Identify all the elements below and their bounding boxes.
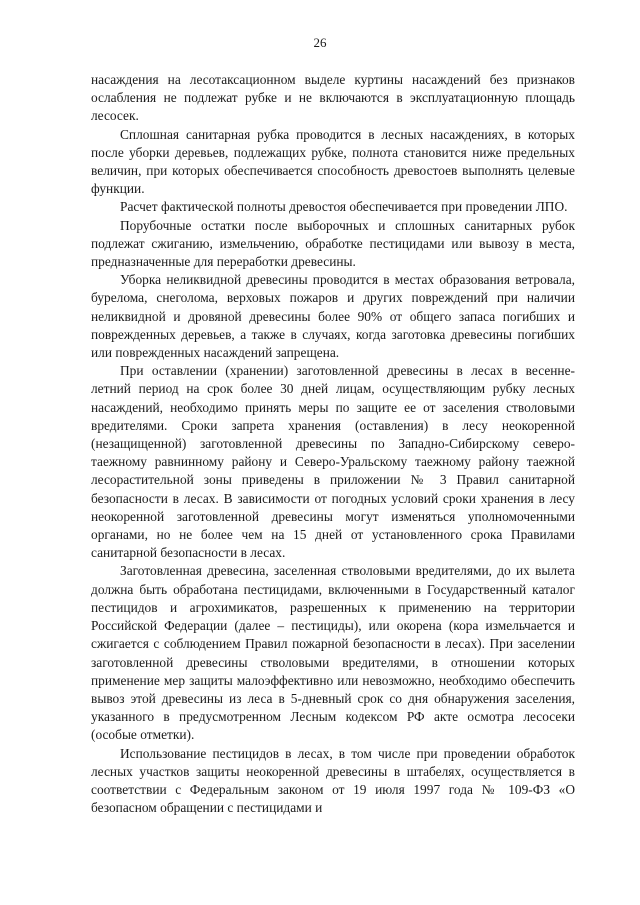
- paragraph: Заготовленная древесина, заселенная стволовыми вредителями, до их вылета должна быть обработана пестицидами, включенными в Государственный каталог пестицидов и агрохимикатов, разрешенных к применению на территории Российской Федерации (далее – пестициды), или окорена (кора измельчается и сжигается с соблюдением Правил пожарной безопасности в лесах). При заселении заготовленной древесины стволовыми вредителями, в отношении которых применение мер защиты малоэффективно или невозможно, необходимо обеспечить вывоз этой древесины из леса в 5-дневный срок со дня обнаружения заселения, указанного в предусмотренном Лесным кодексом РФ акте осмотра лесосеки (особые отметки).: [91, 563, 575, 743]
- paragraph: При оставлении (хранении) заготовленной древесины в лесах в весенне-летний период на срок более 30 дней лицам, осуществляющим рубку лесных насаждений, необходимо принять меры по защите ее от заселения стволовыми вредителями. Сроки запрета хранения (оставления) в лесу неокоренной (незащищенной) заготовленной древесины по Западно-Сибирскому северо-таежному равнинному району и Северо-Уральскому таежному району таежной лесорастительной зоны приведены в приложении № 3 Правил санитарной безопасности в лесах. В зависимости от погодных условий сроки хранения в лесу неокоренной заготовленной древесины могут изменяться уполномоченными органами, но не более чем на 15 дней от установленного срока Правилами санитарной безопасности в лесах.: [91, 363, 575, 561]
- paragraph: насаждения на лесотаксационном выделе куртины насаждений без признаков ослабления не подлежат рубке и не включаются в эксплуатационную площадь лесосек.: [91, 72, 575, 124]
- page-number: 26: [313, 35, 327, 50]
- paragraph: Уборка неликвидной древесины проводится в местах образования ветровала, бурелома, снеголома, верховых пожаров и других повреждений при наличии неликвидной и дровяной древесины более 90% от общего запаса погибших и поврежденных деревьев, а также в случаях, когда заготовка древесины погибших или поврежденных насаждений запрещена.: [91, 272, 575, 361]
- paragraph: Использование пестицидов в лесах, в том числе при проведении обработок лесных участков защиты неокоренной древесины в штабелях, осуществляется в соответствии с Федеральным законом от 19 июля 1997 года № 109-ФЗ «О безопасном обращении с пестицидами и: [91, 745, 575, 816]
- document-body: [91, 71, 575, 817]
- paragraph: Расчет фактической полноты древостоя обеспечивается при проведении ЛПО.: [120, 199, 568, 215]
- paragraph: Порубочные остатки после выборочных и сплошных санитарных рубок подлежат сжиганию, измельчению, обработке пестицидами или вывозу в места, предназначенные для переработки древесины.: [91, 217, 575, 270]
- paragraph: Сплошная санитарная рубка проводится в лесных насаждениях, в которых после уборки деревьев, подлежащих рубке, полнота становится ниже предельных величин, при которых обеспечивается способность древостоев выполнять целевые функции.: [91, 126, 575, 197]
